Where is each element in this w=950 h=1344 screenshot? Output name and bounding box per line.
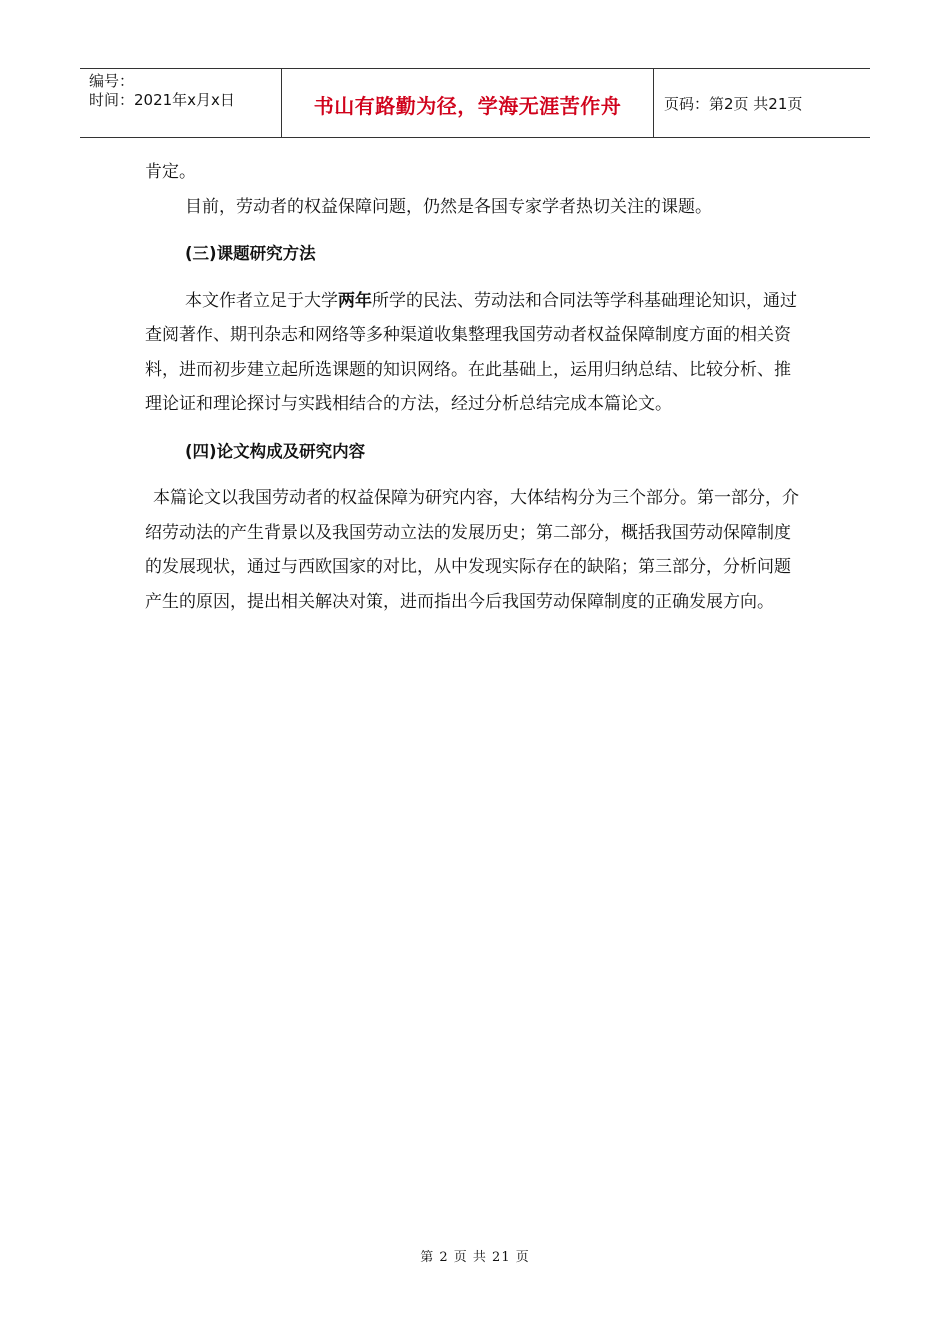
document-body [145, 155, 805, 619]
paragraph-research-method [145, 284, 805, 422]
continued-line: 肯定。 [145, 162, 196, 182]
document-date: 时间：2021年x月x日 [89, 91, 235, 109]
header-meta-cell [80, 69, 282, 137]
section-heading-research-method: (三)课题研究方法 [185, 244, 316, 263]
document-number-label: 编号： [89, 72, 135, 90]
header-motto: 书山有路勤为径，学海无涯苦作舟 [313, 93, 622, 118]
method-text-bold: 两年 [338, 290, 372, 311]
section-heading-paper-structure: (四)论文构成及研究内容 [185, 441, 366, 461]
paragraph-paper-structure: 本篇论文以我国劳动者的权益保障为研究内容，大体结构分为三个部分。第一部分，介绍劳动法的产生背景以及我国劳动立法的发展历史；第二部分，概括我国劳动保障制度的发展现状，通过与西欧国家的对比，从中发现实际存在的缺陷；第三部分，分析问题产生的原因，提出相关解决对策，进而指出今后我国劳动保障制度的正确发展方向。 [145, 488, 799, 612]
header-page-cell [654, 69, 870, 137]
paragraph-current-status: 目前，劳动者的权益保障问题，仍然是各国专家学者热切关注的课题。 [185, 196, 712, 217]
page-header [80, 68, 870, 138]
header-page-info: 页码：第2页 共21页 [664, 94, 803, 113]
method-text-start: 本文作者立足于大学 [185, 290, 338, 311]
header-motto-cell [282, 69, 654, 137]
page-footer: 第 2 页 共 21 页 [420, 1250, 530, 1265]
method-text-rest: 所学的民法、劳动法和合同法等学科基础理论知识，通过查阅著作、期刊杂志和网络等多种渠道收集整理我国劳动者权益保障制度方面的相关资料，进而初步建立起所选课题的知识网络。在此基础上，运用归纳总结、比较分析、推理论证和理论探讨与实践相结合的方法，经过分析总结完成本篇论文。 [145, 290, 797, 414]
